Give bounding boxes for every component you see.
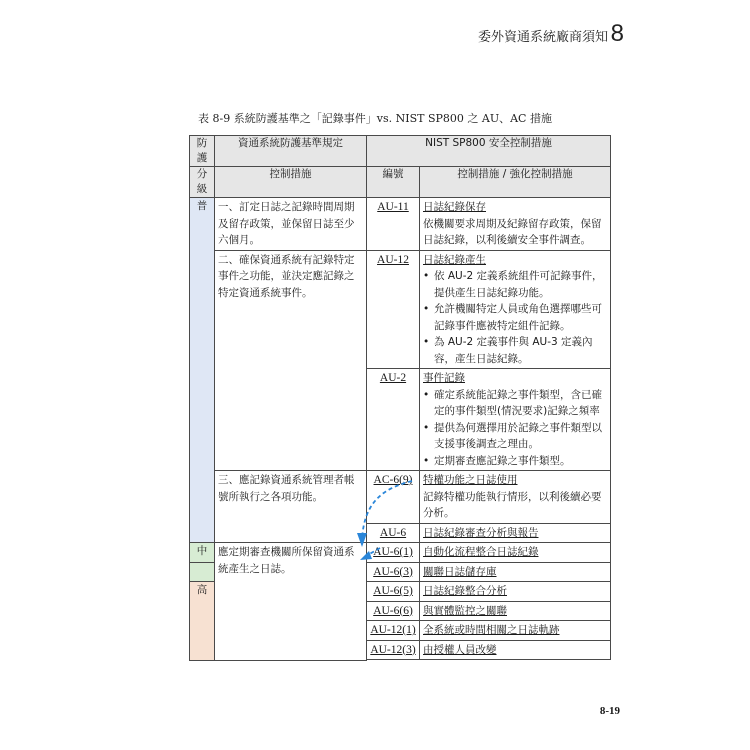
control-title: 事件記錄 [423,372,465,384]
control-code: AU-6(3) [367,562,420,582]
bullet-item: • 允許機關特定人員或角色選擇哪些可記錄事件應被特定組件記錄。 [423,303,602,332]
header-level-top: 防護 [190,136,215,167]
control-code: AU-6 [367,523,420,543]
baseline-3-continued [215,523,367,543]
control-cell [420,471,611,524]
control-title: 日誌紀錄審查分析與報告 [420,523,611,543]
bullet-item: • 依 AU-2 定義系統組件可記錄事件，提供產生日誌紀錄功能。 [423,270,603,299]
baseline-2: 二、確保資通系統有記錄特定事件之功能，並決定應記錄之特定資通系統事件。 [215,250,367,471]
page-number: 8-19 [599,705,620,717]
header-level-bottom: 分級 [190,167,215,198]
header-nist: NIST SP800 安全控制措施 [367,136,611,167]
bullet-item: • 為 AU-2 定義事件與 AU-3 定義內容，產生日誌紀錄。 [423,336,593,365]
baseline-3: 三、應記錄資通系統管理者帳號所執行之各項功能。 [215,471,367,524]
control-code: AU-6(5) [367,582,420,602]
bullet-item: • 提供為何選擇用於記錄之事件類型以支援事後調查之理由。 [423,421,602,450]
baseline-1: 一、訂定日誌之記錄時間周期及留存政策，並保留日誌至少六個月。 [215,198,367,251]
table-caption: 表 8-9 系統防護基準之「記錄事件」vs. NIST SP800 之 AU、AC 措施 [198,112,552,125]
control-cell [420,369,611,471]
control-code: AU-2 [367,369,420,471]
controls-table [189,135,611,661]
level-high: 高 [190,582,215,661]
bullet-item: • 確定系統能記錄之事件類型，含已確定的事件類型(情況要求)記錄之頻率 [423,388,602,417]
control-code: AU-6(1) [367,543,420,563]
chapter-number: 8 [610,20,624,47]
control-title: 全系統或時間相關之日誌軌跡 [420,621,611,641]
header-baseline-top: 資通系統防護基準規定 [215,136,367,167]
control-title: 日誌紀錄整合分析 [420,582,611,602]
chapter-title: 委外資通系統廠商須知 [477,30,608,45]
spacer [367,660,611,661]
baseline-4: 應定期審查機關所保留資通系統產生之日誌。 [215,543,367,661]
level-mid-fill [190,562,215,582]
control-title: 日誌紀錄保存 [423,201,486,213]
control-title: 特權功能之日誌使用 [423,474,518,486]
control-title: 關聯日誌儲存庫 [420,562,611,582]
control-description: 記錄特權功能執行情形，以利後續必要分析。 [423,490,602,519]
header-code: 編號 [367,167,420,198]
control-code: AU-12(3) [367,640,420,660]
control-code: AC-6(9) [367,471,420,524]
bullet-item: • 定期審查應記錄之事件類型。 [423,454,571,467]
control-title: 由授權人員改變 [420,640,611,660]
control-title: 日誌紀錄產生 [423,253,486,266]
control-code: AU-11 [367,198,420,251]
control-code: AU-12(1) [367,621,420,641]
header-baseline-bottom: 控制措施 [215,167,367,198]
level-low: 普 [190,198,215,543]
control-code: AU-6(6) [367,601,420,621]
control-code: AU-12 [367,250,420,369]
header-measure: 控制措施 / 強化控制措施 [420,167,611,198]
control-description: 依機關要求周期及紀錄留存政策，保留日誌紀錄，以利後續安全事件調查。 [423,217,602,246]
control-cell [420,198,611,251]
control-title: 與實體監控之關聯 [420,601,611,621]
level-mid: 中 [190,543,215,563]
control-cell [420,250,611,369]
control-title: 自動化流程整合日誌紀錄 [420,543,611,563]
